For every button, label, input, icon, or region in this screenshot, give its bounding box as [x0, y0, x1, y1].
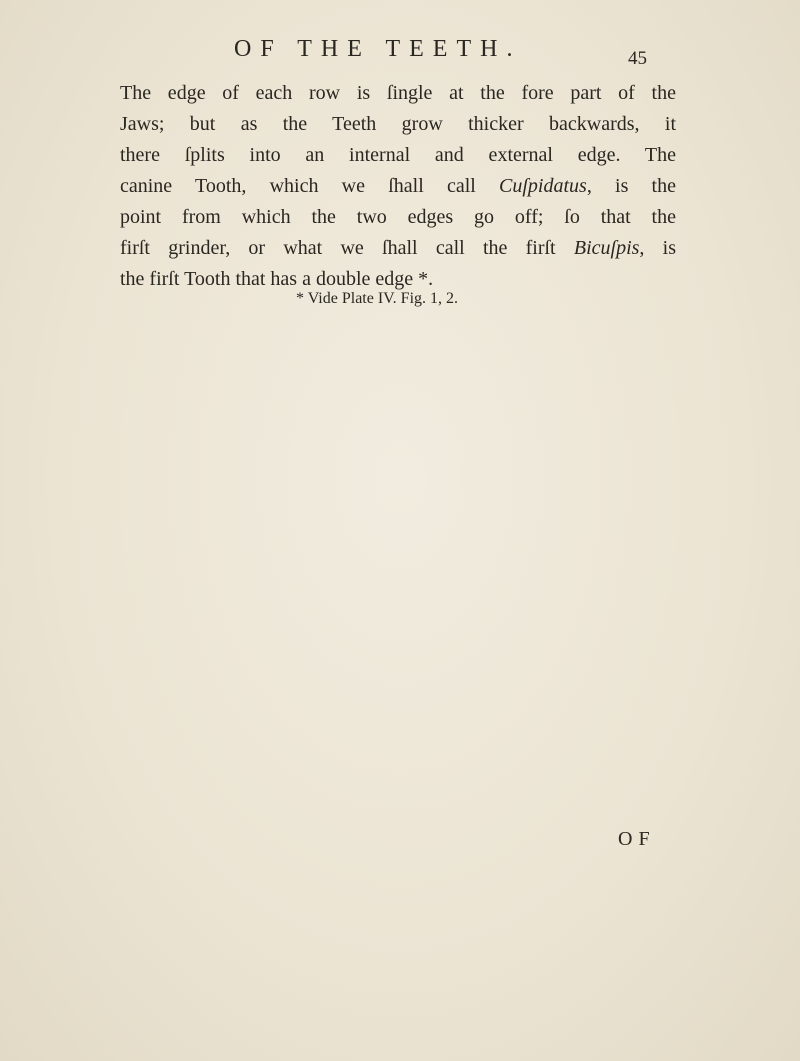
- text-segment: , is: [639, 237, 677, 259]
- running-title: OF THE TEETH.: [234, 36, 522, 62]
- term-bicuspis: Bicuſpis: [573, 237, 640, 259]
- text-line: [120, 233, 676, 264]
- text-segment: canine Tooth, which we ſhall call: [120, 175, 500, 197]
- text-line: there ſplits into an internal and external edge. The: [120, 144, 676, 166]
- body-paragraph: [120, 78, 676, 295]
- text-line: [120, 171, 676, 202]
- catchword: OF: [618, 828, 656, 850]
- footnote: * Vide Plate IV. Fig. 1, 2.: [296, 290, 459, 307]
- page-number: 45: [628, 48, 647, 69]
- text-segment: , is the: [586, 175, 676, 197]
- text-segment: firſt grinder, or what we ſhall call the firſt: [120, 237, 574, 259]
- term-cuspidatus: Cuſpidatus: [499, 175, 587, 197]
- text-line: The edge of each row is ſingle at the fore part of the: [120, 82, 676, 104]
- running-head: [0, 36, 800, 76]
- text-line: Jaws; but as the Teeth grow thicker backwards, it: [120, 113, 676, 135]
- text-line: point from which the two edges go off; ſo that the: [120, 206, 676, 228]
- text-line: the firſt Tooth that has a double edge *.: [120, 268, 434, 290]
